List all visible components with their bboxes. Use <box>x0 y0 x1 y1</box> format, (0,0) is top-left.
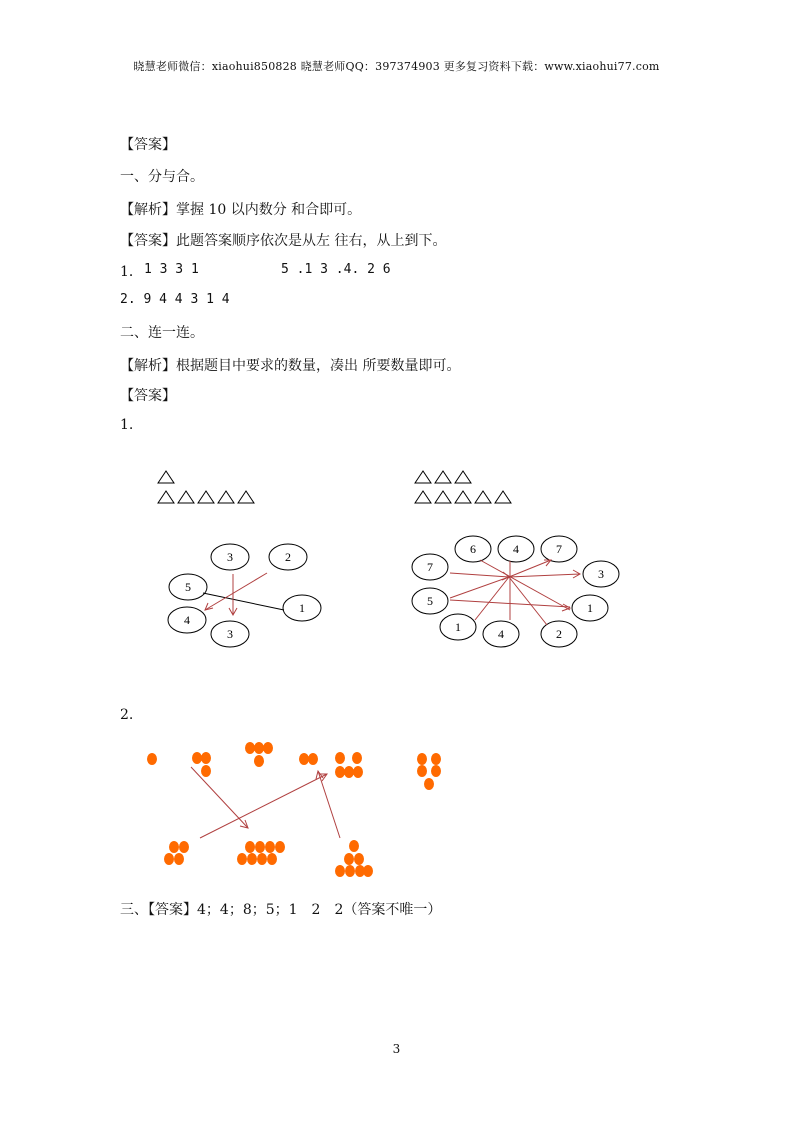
matching-diagram-left <box>150 460 340 650</box>
row1-label: 1． <box>120 264 143 280</box>
orange-dot <box>174 853 184 865</box>
circle-label: 1 <box>299 601 305 615</box>
orange-dot <box>345 865 355 877</box>
triangle-icon <box>218 491 234 503</box>
orange-dot <box>299 753 309 765</box>
item2-label: 2. <box>120 707 134 723</box>
arrow-line <box>509 560 551 577</box>
orange-dot <box>265 841 275 853</box>
orange-dot <box>237 853 247 865</box>
orange-dot <box>363 865 373 877</box>
dot-groups <box>147 742 441 877</box>
circle-label: 6 <box>470 542 476 556</box>
orange-dot <box>245 841 255 853</box>
orange-dot <box>335 865 345 877</box>
orange-dot <box>169 841 179 853</box>
circle-label: 1 <box>455 620 461 634</box>
orange-dot <box>267 853 277 865</box>
orange-dot <box>354 853 364 865</box>
triangle-icon <box>435 471 451 483</box>
arrow-line <box>450 573 509 577</box>
orange-dot <box>201 752 211 764</box>
arrow-line <box>318 771 340 838</box>
triangle-icon <box>415 471 431 483</box>
orange-dot <box>352 752 362 764</box>
triangle-icon <box>455 491 471 503</box>
orange-dot <box>201 765 211 777</box>
orange-dot <box>179 841 189 853</box>
section3-answer: 三、【答案】4；4；8；5；1 2 2（答案不唯一） <box>120 902 442 918</box>
triangle-icon <box>158 471 174 483</box>
connector-line <box>203 593 284 610</box>
circle-label: 7 <box>427 560 433 574</box>
triangle-icon <box>198 491 214 503</box>
page-number: 3 <box>392 1042 401 1056</box>
orange-dot <box>192 752 202 764</box>
section1-title: 一、分与合。 <box>120 169 204 185</box>
orange-dot <box>344 853 354 865</box>
section1-answer: 【答案】此题答案顺序依次是从左 往右，从上到下。 <box>120 233 447 249</box>
orange-dot <box>344 766 354 778</box>
orange-dot <box>417 753 427 765</box>
section2-answer: 【答案】 <box>120 388 176 404</box>
section2-title: 二、连一连。 <box>120 325 204 341</box>
arrow-line <box>191 767 248 828</box>
orange-dot <box>335 752 345 764</box>
circle-label: 5 <box>427 594 433 608</box>
triangle-icon <box>415 491 431 503</box>
triangle-icon <box>178 491 194 503</box>
orange-dot <box>263 742 273 754</box>
orange-dot <box>254 742 264 754</box>
row2-answers: 2. 9 4 4 3 1 4 <box>120 292 230 307</box>
circle-label: 3 <box>227 627 233 641</box>
orange-dot <box>245 742 255 754</box>
arrow-line <box>509 577 547 625</box>
circle-label: 5 <box>185 580 191 594</box>
triangle-icon <box>158 491 174 503</box>
page-header: 晓慧老师微信：xiaohui850828 晓慧老师QQ：397374903 更多复习资料下载：www.xiaohui77.com <box>133 60 660 73</box>
row1-second-answers: 5 .1 3 .4. 2 6 <box>281 262 391 277</box>
circle-label: 3 <box>598 567 604 581</box>
orange-dot <box>424 778 434 790</box>
orange-dot <box>254 755 264 767</box>
section1-analysis: 【解析】掌握 10 以内数分 和合即可。 <box>120 202 362 218</box>
orange-dot <box>308 753 318 765</box>
orange-dot <box>431 765 441 777</box>
circle-label: 7 <box>556 542 562 556</box>
circle-label: 2 <box>556 627 562 641</box>
matching-diagram-right <box>405 460 635 660</box>
orange-dot <box>349 840 359 852</box>
orange-dot <box>247 853 257 865</box>
orange-dot <box>417 765 427 777</box>
item1-label: 1. <box>120 417 134 433</box>
triangle-icon <box>475 491 491 503</box>
circle-label: 4 <box>184 613 190 627</box>
section2-analysis: 【解析】根据题目中要求的数量，凑出 所要数量即可。 <box>120 358 461 374</box>
orange-dot <box>275 841 285 853</box>
circle-label: 4 <box>513 542 519 556</box>
orange-dot <box>335 766 345 778</box>
orange-dot <box>164 853 174 865</box>
orange-dot <box>353 766 363 778</box>
triangle-icon <box>455 471 471 483</box>
triangle-icon <box>495 491 511 503</box>
dot-matching-diagram <box>140 738 460 883</box>
orange-dot <box>257 853 267 865</box>
arrow-line <box>509 574 580 577</box>
triangle-icon <box>238 491 254 503</box>
arrow-line <box>200 774 327 838</box>
circle-label: 3 <box>227 550 233 564</box>
answer-heading: 【答案】 <box>120 137 176 153</box>
orange-dot <box>255 841 265 853</box>
circle-label: 2 <box>285 550 291 564</box>
circle-label: 1 <box>587 601 593 615</box>
triangle-icon <box>435 491 451 503</box>
orange-dot <box>147 753 157 765</box>
row1-first-answers: 1 3 3 1 <box>144 262 199 277</box>
circle-label: 4 <box>498 627 504 641</box>
orange-dot <box>431 753 441 765</box>
